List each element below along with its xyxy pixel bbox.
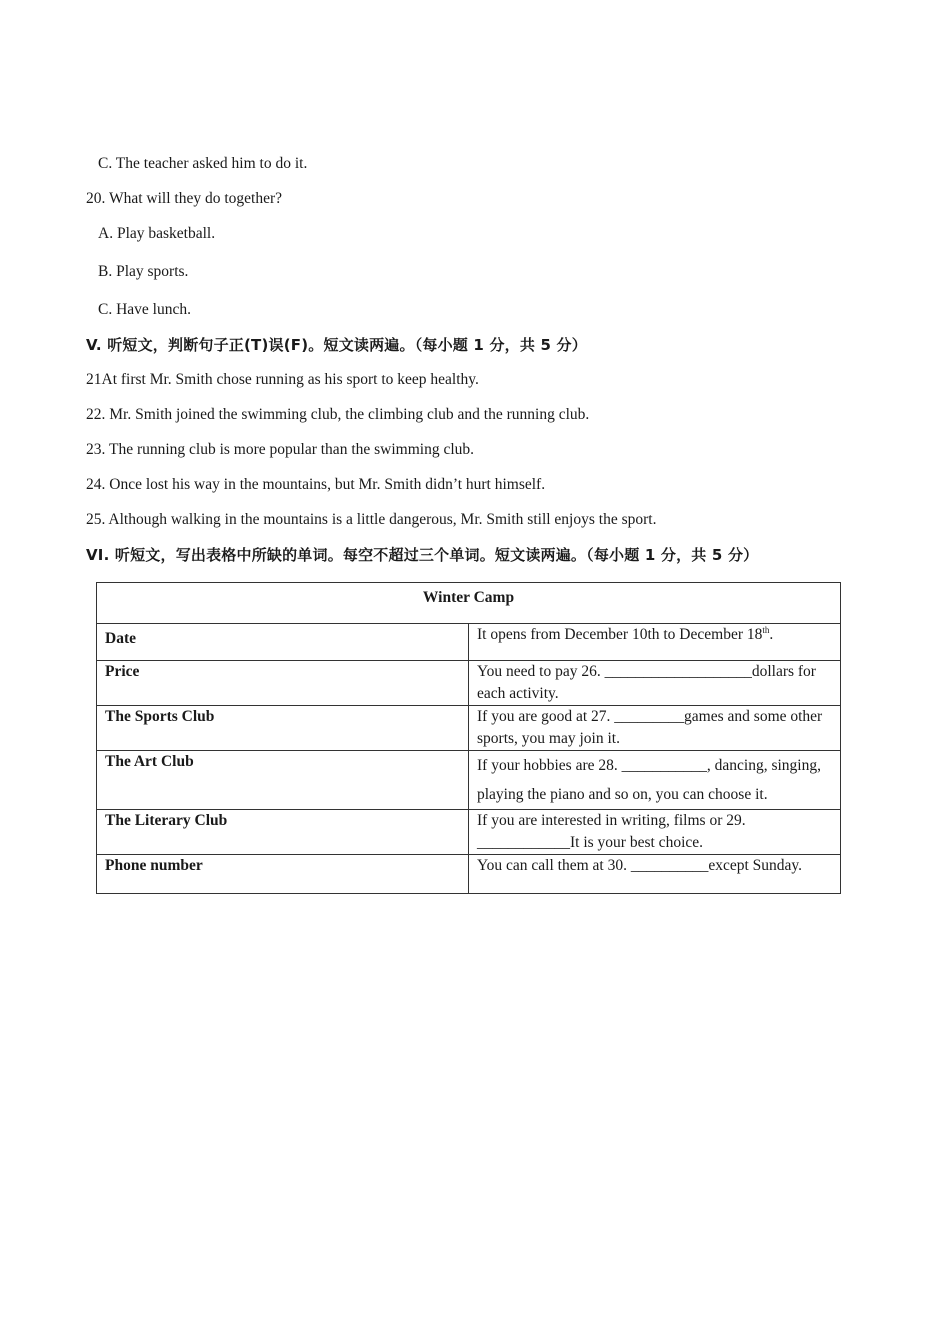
option-20c: C. Have lunch. — [98, 301, 191, 318]
row-text-sup: th — [762, 624, 770, 635]
row-label: Date — [97, 624, 469, 661]
statement-21: 21At first Mr. Smith chose running as his sport to keep healthy. — [86, 371, 479, 388]
statement-24: 24. Once lost his way in the mountains, but Mr. Smith didn’t hurt himself. — [86, 476, 546, 493]
section-6-heading: VI. 听短文，写出表格中所缺的单词。每空不超过三个单词。短文读两遍。（每小题 1 分，共 5 分） — [86, 546, 759, 564]
table-row — [97, 810, 841, 855]
table-row — [97, 751, 841, 810]
row-text: If your hobbies are 28. ___________, dancing, singing, playing the piano and so on, you can choose it. — [469, 751, 841, 810]
table-row — [97, 624, 841, 661]
table-title: Winter Camp — [97, 583, 841, 624]
row-text: You can call them at 30. __________except Sunday. — [469, 855, 841, 894]
row-label: The Art Club — [97, 751, 469, 810]
row-label: The Sports Club — [97, 706, 469, 751]
option-19c: C. The teacher asked him to do it. — [98, 155, 308, 172]
row-label: Price — [97, 661, 469, 706]
row-label: The Literary Club — [97, 810, 469, 855]
table-title-row — [97, 583, 841, 624]
row-text: You need to pay 26. ___________________dollars for each activity. — [469, 661, 841, 706]
row-text-suffix: . — [769, 626, 774, 643]
statement-22: 22. Mr. Smith joined the swimming club, the climbing club and the running club. — [86, 406, 590, 423]
statement-23: 23. The running club is more popular than the swimming club. — [86, 441, 475, 458]
question-20: 20. What will they do together? — [86, 190, 282, 207]
section-5-heading: V. 听短文，判断句子正(T)误(F)。短文读两遍。（每小题 1 分，共 5 分） — [86, 336, 587, 354]
table-row — [97, 706, 841, 751]
option-20a: A. Play basketball. — [98, 225, 216, 242]
row-text — [469, 624, 841, 661]
row-label: Phone number — [97, 855, 469, 894]
table-row — [97, 855, 841, 894]
row-text: If you are interested in writing, films or 29. ____________It is your best choice. — [469, 810, 841, 855]
table-row — [97, 661, 841, 706]
row-text: If you are good at 27. _________games and some other sports, you may join it. — [469, 706, 841, 751]
winter-camp-table — [96, 582, 841, 894]
row-text-main: It opens from December 10th to December 18 — [477, 626, 763, 643]
statement-25: 25. Although walking in the mountains is a little dangerous, Mr. Smith still enjoys the sport. — [86, 511, 657, 528]
option-20b: B. Play sports. — [98, 263, 189, 280]
